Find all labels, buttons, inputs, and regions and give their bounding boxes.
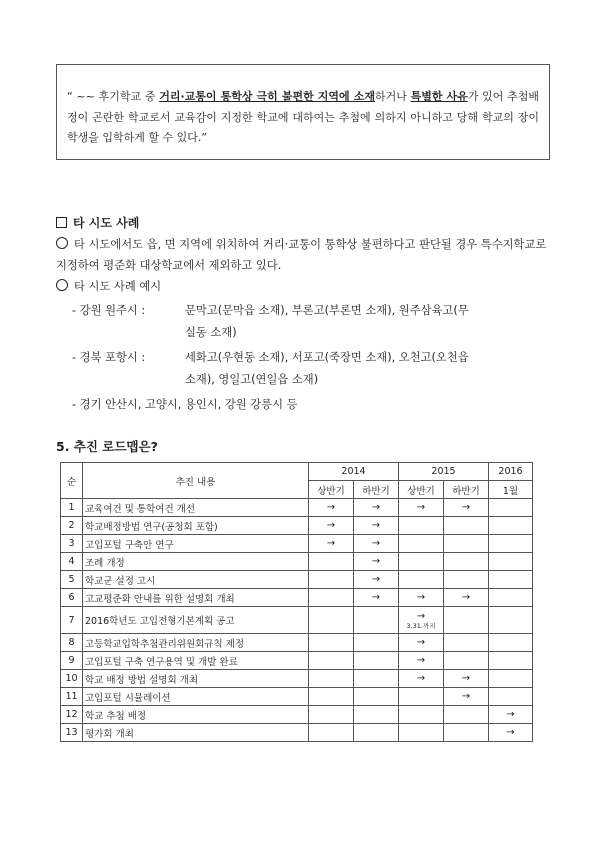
- header-2014-h1: 상반기: [309, 481, 354, 499]
- arrow-icon: [489, 517, 533, 535]
- circle-bullet-icon: [56, 279, 68, 291]
- circle-bullet-icon: [56, 237, 68, 249]
- table-row: [61, 499, 533, 517]
- roadmap-title: 5. 추진 로드맵은?: [56, 439, 158, 454]
- arrow-icon: [354, 724, 399, 742]
- arrow-icon: [309, 571, 354, 589]
- arrow-icon: [309, 724, 354, 742]
- square-bullet-icon: [56, 217, 67, 228]
- arrow-icon: [489, 571, 533, 589]
- table-row: [61, 688, 533, 706]
- arrow-icon: [444, 517, 489, 535]
- row-item: 고등학교입학추첨관리위원회규칙 제정: [83, 634, 309, 652]
- quote-bold-location: 거리·교통이 통학상 극히 불편한 지역에 소재: [159, 90, 375, 103]
- table-row: [61, 724, 533, 742]
- arrow-icon: →: [399, 634, 444, 652]
- header-year-2016: 2016: [489, 463, 533, 481]
- example-pohang-city: - 경북 포항시 :: [72, 351, 146, 364]
- arrow-icon: →: [309, 499, 354, 517]
- arrow-icon: →: [399, 652, 444, 670]
- arrow-icon: [489, 688, 533, 706]
- arrow-icon: [354, 634, 399, 652]
- arrow-icon: →: [354, 589, 399, 607]
- arrow-icon: →: [399, 670, 444, 688]
- arrow-icon: →: [399, 499, 444, 517]
- arrow-icon: →: [444, 688, 489, 706]
- header-year-2015: 2015: [399, 463, 489, 481]
- row-number: 2: [61, 517, 83, 535]
- example-pohang-schools-1: 세화고(우현동 소재), 서포고(죽장면 소재), 오천고(오천읍: [185, 351, 469, 364]
- header-2015-h1: 상반기: [399, 481, 444, 499]
- arrow-icon: [309, 589, 354, 607]
- arrow-icon: [399, 724, 444, 742]
- arrow-icon: [309, 688, 354, 706]
- arrow-icon: [399, 571, 444, 589]
- row-item: 고입포털 구축안 연구: [83, 535, 309, 553]
- arrow-icon: [309, 607, 354, 634]
- row-number: 4: [61, 553, 83, 571]
- row-item: 학교군 설정 고시: [83, 571, 309, 589]
- table-row: [61, 535, 533, 553]
- section-title-other-cases: 타 시도 사례: [56, 214, 139, 231]
- arrow-icon: →: [444, 670, 489, 688]
- arrow-icon: [354, 607, 399, 634]
- arrow-icon: [309, 706, 354, 724]
- row-item: 조례 개정: [83, 553, 309, 571]
- arrow-icon: [489, 670, 533, 688]
- arrow-icon: [444, 607, 489, 634]
- table-row: [61, 571, 533, 589]
- arrow-icon: [399, 535, 444, 553]
- header-2014-h2: 하반기: [354, 481, 399, 499]
- table-row: [61, 634, 533, 652]
- arrow-icon: [444, 535, 489, 553]
- arrow-icon: →: [309, 517, 354, 535]
- row-item: 학교 배정 방법 설명회 개최: [83, 670, 309, 688]
- arrow-icon: [489, 589, 533, 607]
- row-item: 2016학년도 고입전형기본계획 공고: [83, 607, 309, 634]
- table-row: [61, 607, 533, 634]
- arrow-icon: [444, 724, 489, 742]
- arrow-icon: [489, 607, 533, 634]
- arrow-icon: [309, 670, 354, 688]
- table-row: [61, 589, 533, 607]
- law-quote-box: [56, 64, 550, 160]
- arrow-icon: [399, 553, 444, 571]
- header-2016-jan: 1월: [489, 481, 533, 499]
- arrow-icon: →: [354, 517, 399, 535]
- table-row: [61, 652, 533, 670]
- arrow-icon: [399, 706, 444, 724]
- quote-rest: 가 있어 추첨배정이 곤란한 학교로서 교육감이 지정한 학교에 대하여는 추첨에 의하지 아니하고 당해 학교의 장이 학생을 입학하게 할 수 있다.”: [67, 90, 540, 144]
- row-number: 1: [61, 499, 83, 517]
- arrow-with-deadline: [399, 607, 444, 634]
- arrow-icon: →: [444, 589, 489, 607]
- arrow-icon: [444, 553, 489, 571]
- row-number: 12: [61, 706, 83, 724]
- table-row: [61, 670, 533, 688]
- arrow-icon: [444, 652, 489, 670]
- arrow-icon: [309, 634, 354, 652]
- header-2015-h2: 하반기: [444, 481, 489, 499]
- arrow-icon: →: [489, 706, 533, 724]
- table-row: [61, 517, 533, 535]
- arrow-icon: →: [354, 553, 399, 571]
- arrow-icon: [489, 499, 533, 517]
- row-number: 9: [61, 652, 83, 670]
- row-number: 7: [61, 607, 83, 634]
- arrow-icon: [309, 553, 354, 571]
- arrow-icon: [489, 652, 533, 670]
- row-number: 10: [61, 670, 83, 688]
- row-item: 학교 추첨 배정: [83, 706, 309, 724]
- arrow-icon: →: [489, 724, 533, 742]
- arrow-icon: →: [416, 610, 426, 622]
- arrow-icon: →: [444, 499, 489, 517]
- other-cases-paragraph: 타 시도에서도 읍, 면 지역에 위치하여 거리·교통이 통학상 불편하다고 판단될 경우 특수지학교로 지정하여 평준화 대상학교에서 제외하고 있다.: [56, 238, 547, 272]
- row-item: 고교평준화 안내를 위한 설명회 개최: [83, 589, 309, 607]
- example-wonju-schools-2: 실동 소재): [185, 326, 237, 339]
- row-item: 고입포털 구축 연구용역 및 개발 완료: [83, 652, 309, 670]
- row-item: 평가회 개최: [83, 724, 309, 742]
- arrow-icon: [399, 517, 444, 535]
- example-pohang-schools-2: 소재), 영일고(연일읍 소재): [185, 373, 319, 386]
- examples-heading: 타 시도 사례 예시: [56, 276, 161, 297]
- row-item: 교육여건 및 통학여건 개선: [83, 499, 309, 517]
- header-no: 순: [61, 463, 83, 499]
- deadline-note: 3.31.까지: [406, 621, 436, 630]
- arrow-icon: [354, 706, 399, 724]
- row-number: 5: [61, 571, 83, 589]
- arrow-icon: [489, 553, 533, 571]
- row-number: 11: [61, 688, 83, 706]
- arrow-icon: [444, 634, 489, 652]
- header-content: 추진 내용: [83, 463, 309, 499]
- example-wonju-schools-1: 문막고(문막읍 소재), 부론고(부론면 소재), 원주삼육고(무: [185, 304, 469, 317]
- row-number: 6: [61, 589, 83, 607]
- quote-open: “ ~~ 후기학교 중: [67, 90, 160, 103]
- example-others: - 경기 안산시, 고양시, 용인시, 강원 강릉시 등: [72, 398, 298, 411]
- example-wonju-city: - 강원 원주시 :: [72, 304, 146, 317]
- arrow-icon: →: [354, 535, 399, 553]
- row-item: 학교배정방법 연구(공청회 포함): [83, 517, 309, 535]
- arrow-icon: [444, 706, 489, 724]
- table-row: [61, 706, 533, 724]
- row-item: 고입포털 시뮬레이션: [83, 688, 309, 706]
- arrow-icon: [354, 688, 399, 706]
- quote-bold-reason: 특별한 사유: [410, 90, 468, 103]
- row-number: 13: [61, 724, 83, 742]
- arrow-icon: [354, 652, 399, 670]
- arrow-icon: →: [354, 571, 399, 589]
- arrow-icon: →: [309, 535, 354, 553]
- row-number: 3: [61, 535, 83, 553]
- table-row: [61, 553, 533, 571]
- arrow-icon: →: [354, 499, 399, 517]
- arrow-icon: [489, 535, 533, 553]
- roadmap-table: [60, 462, 533, 742]
- row-number: 8: [61, 634, 83, 652]
- quote-mid: 하거나: [374, 90, 411, 103]
- arrow-icon: [354, 670, 399, 688]
- arrow-icon: →: [399, 589, 444, 607]
- arrow-icon: [489, 634, 533, 652]
- arrow-icon: [309, 652, 354, 670]
- header-year-2014: 2014: [309, 463, 399, 481]
- arrow-icon: [444, 571, 489, 589]
- arrow-icon: [399, 688, 444, 706]
